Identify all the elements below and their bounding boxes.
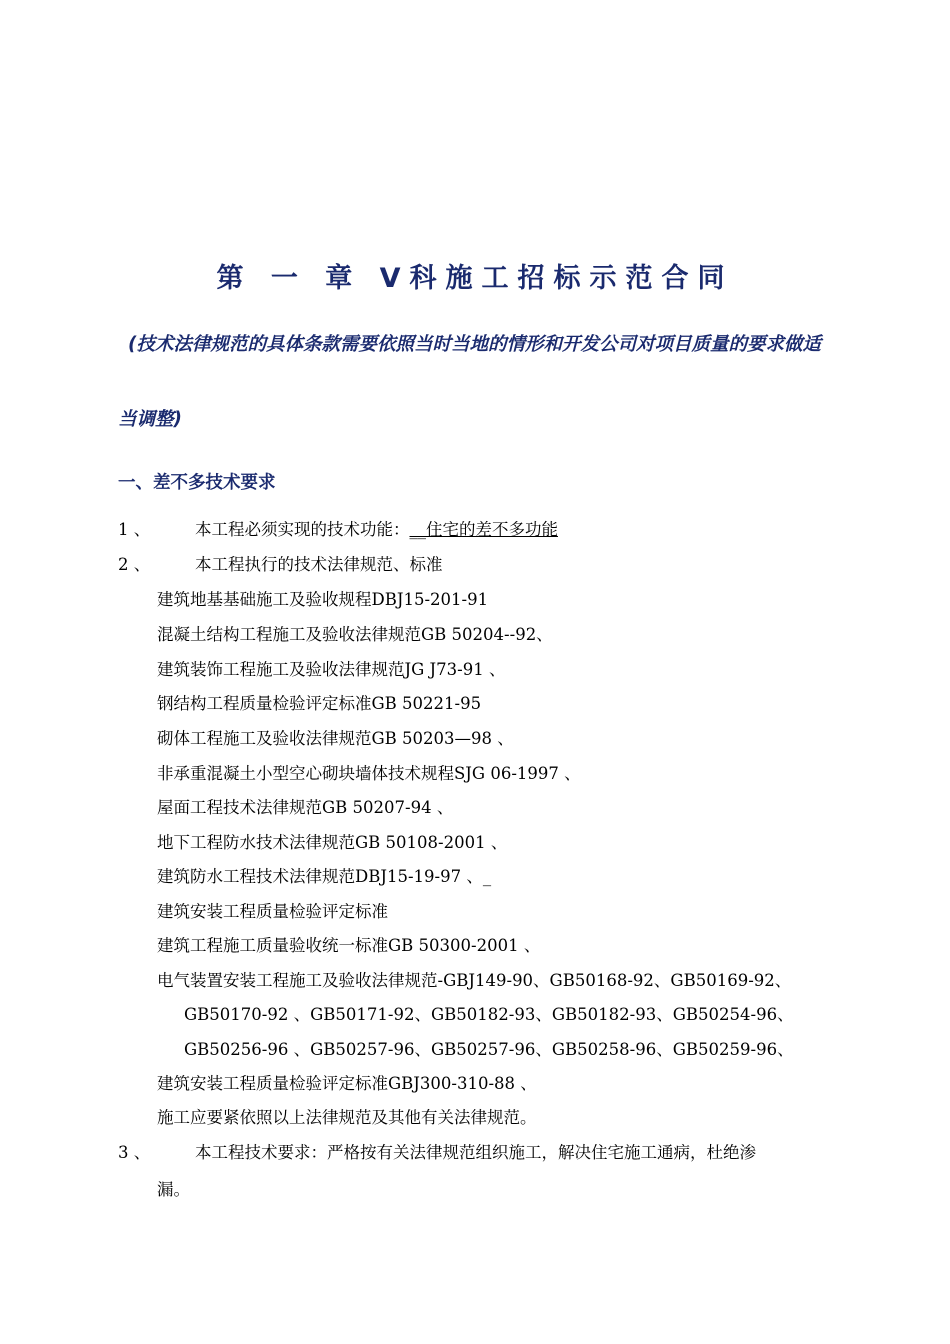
standard-line: 砌体工程施工及验收法律规范GB 50203—98 、: [157, 729, 514, 748]
subtitle-line-2: 当调整): [118, 409, 182, 430]
standard-line: 建筑地基基础施工及验收规程DBJ15-201-91: [157, 590, 489, 609]
item-text-3-line-1: 本工程技术要求：严格按有关法律规范组织施工，解决住宅施工通病，杜绝渗: [195, 1143, 756, 1162]
standard-line: 建筑工程施工质量验收统一标准GB 50300-2001 、: [157, 936, 541, 955]
standard-line: 屋面工程技术法律规范GB 50207-94 、: [157, 798, 454, 817]
item-text-2: 本工程执行的技术法律规范、标准: [195, 555, 443, 574]
subtitle-line-1: (技术法律规范的具体条款需要依照当时当地的情形和开发公司对项目质量的要求做适: [128, 334, 821, 355]
standard-line: GB50256-96 、GB50257-96、GB50257-96、GB50258-96、GB50259-96、: [184, 1040, 794, 1059]
item-text-1: [195, 518, 558, 542]
standard-line: 非承重混凝土小型空心砌块墙体技术规程SJG 06-1997 、: [157, 764, 581, 783]
item-number-1: 1 、: [118, 520, 151, 539]
item-text-3-line-2: 漏。: [157, 1180, 190, 1199]
standard-line: 建筑安装工程质量检验评定标准GBJ300-310-88 、: [157, 1074, 537, 1093]
standard-line: 地下工程防水技术法律规范GB 50108-2001 、: [157, 833, 508, 852]
standard-line: 建筑安装工程质量检验评定标准: [157, 902, 388, 921]
standard-line: GB50170-92 、GB50171-92、GB50182-93、GB50182-93、GB50254-96、: [184, 1005, 794, 1024]
standard-line: 施工应要紧依照以上法律规范及其他有关法律规范。: [157, 1108, 537, 1127]
section-heading: 一、差不多技术要求: [118, 473, 276, 493]
standard-line: 建筑防水工程技术法律规范DBJ15-19-97 、_: [157, 867, 492, 886]
item-number-2: 2 、: [118, 555, 151, 574]
standard-line: 混凝土结构工程施工及验收法律规范GB 50204--92、: [157, 625, 553, 644]
standard-line: 建筑装饰工程施工及验收法律规范JG J73-91 、: [157, 660, 506, 679]
item-number-3: 3 、: [118, 1143, 151, 1162]
standard-line: 钢结构工程质量检验评定标准GB 50221-95: [157, 694, 482, 713]
chapter-title: 第 一 章 V科施工招标示范合同: [216, 263, 734, 294]
item-text-1-prefix: 本工程必须实现的技术功能：: [195, 520, 410, 539]
standard-line: 电气装置安装工程施工及验收法律规范-GBJ149-90、GB50168-92、GB50169-92、: [157, 971, 792, 990]
item-text-1-underlined: __住宅的差不多功能: [409, 520, 558, 539]
